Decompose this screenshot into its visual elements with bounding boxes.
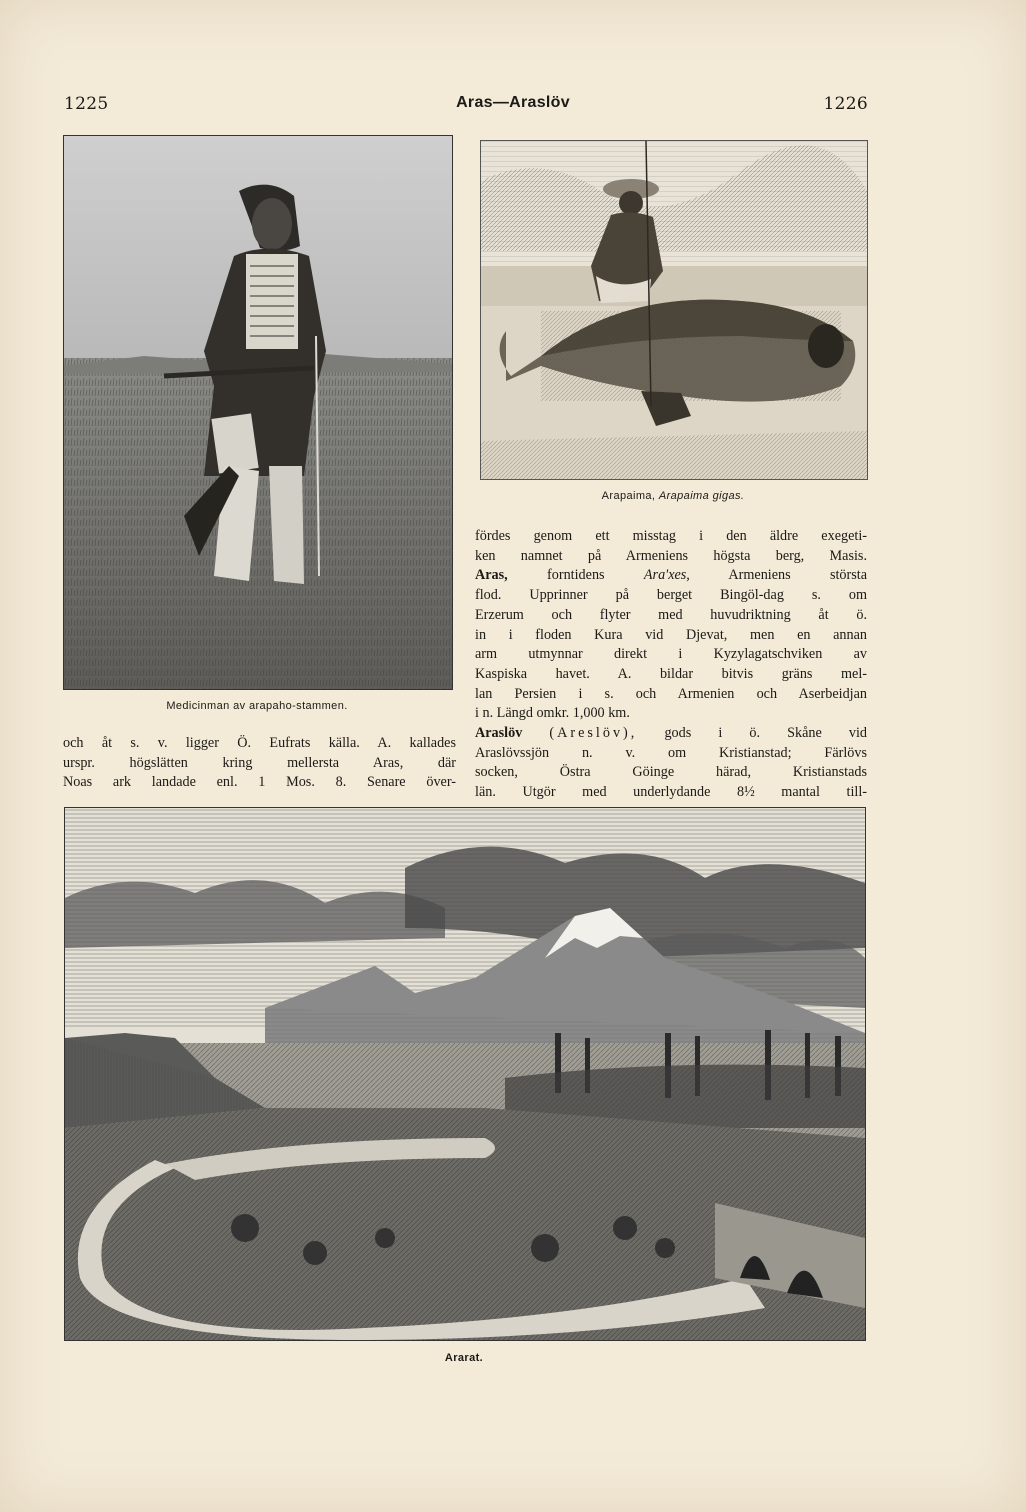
- page-title: Aras—Araslöv: [456, 94, 570, 111]
- text-line: in i floden Kura vid Djevat, men en annan: [475, 626, 867, 643]
- text-fragment: forntidens: [547, 567, 605, 584]
- text-line: och åt s. v. ligger Ö. Eufrats källa. A. kallades: [63, 735, 456, 751]
- text-line: Erzerum och flyter med huvudriktning åt ö.: [475, 606, 867, 623]
- text-fragment-italic: Ara'xes,: [643, 567, 690, 584]
- text-line: arm utmynnar direkt i Kyzylagatschviken av: [475, 646, 867, 663]
- text-fragment-spaced: (Areslöv),: [549, 725, 638, 742]
- arapaima-caption-plain: Arapaima,: [601, 490, 656, 502]
- entry-araslov-first-line: [475, 724, 867, 744]
- text-line: lan Persien i s. och Armenien och Aserbeidjan: [475, 685, 867, 702]
- text-line: urspr. högslätten kring mellersta Aras, där: [63, 754, 456, 771]
- text-line: socken, Östra Göinge härad, Kristianstads: [475, 764, 867, 781]
- text-line: Noas ark landade enl. 1 Mos. 8. Senare över-: [63, 774, 456, 791]
- arapaima-caption: [480, 490, 866, 502]
- text-line: Araslövssjön n. v. om Kristianstad; Färlövs: [475, 744, 867, 761]
- left-column-text: [63, 734, 456, 793]
- entry-headword-araslov: Araslöv: [475, 725, 523, 742]
- entry-aras-first-line: [475, 566, 867, 586]
- ararat-caption: Ararat.: [444, 1352, 484, 1364]
- medicine-man-photo: [63, 135, 453, 690]
- arapaima-engraving: [480, 140, 868, 480]
- text-line: ken namnet på Armeniens högsta berg, Masis.: [475, 547, 867, 564]
- medicine-man-caption: Medicinman av arapaho-stammen.: [166, 700, 348, 712]
- page-number-left: 1225: [64, 94, 109, 114]
- text-line: Kaspiska havet. A. bildar bitvis gräns mel-: [475, 665, 867, 682]
- text-line: flod. Upprinner på berget Bingöl-dag s. om: [475, 587, 867, 604]
- text-line: i n. Längd omkr. 1,000 km.: [475, 705, 630, 722]
- text-line: län. Utgör med underlydande 8½ mantal till-: [475, 784, 867, 801]
- text-line: fördes genom ett misstag i den äldre exegeti-: [475, 528, 867, 544]
- ararat-engraving: [64, 807, 866, 1341]
- entry-headword-aras: Aras,: [475, 567, 508, 584]
- text-fragment: gods i ö. Skåne vid: [664, 725, 868, 742]
- arapaima-caption-italic: Arapaima gigas.: [658, 490, 745, 502]
- page-number-right: 1226: [823, 94, 868, 114]
- text-fragment: Armeniens största: [728, 567, 867, 584]
- right-column-text: [475, 527, 867, 803]
